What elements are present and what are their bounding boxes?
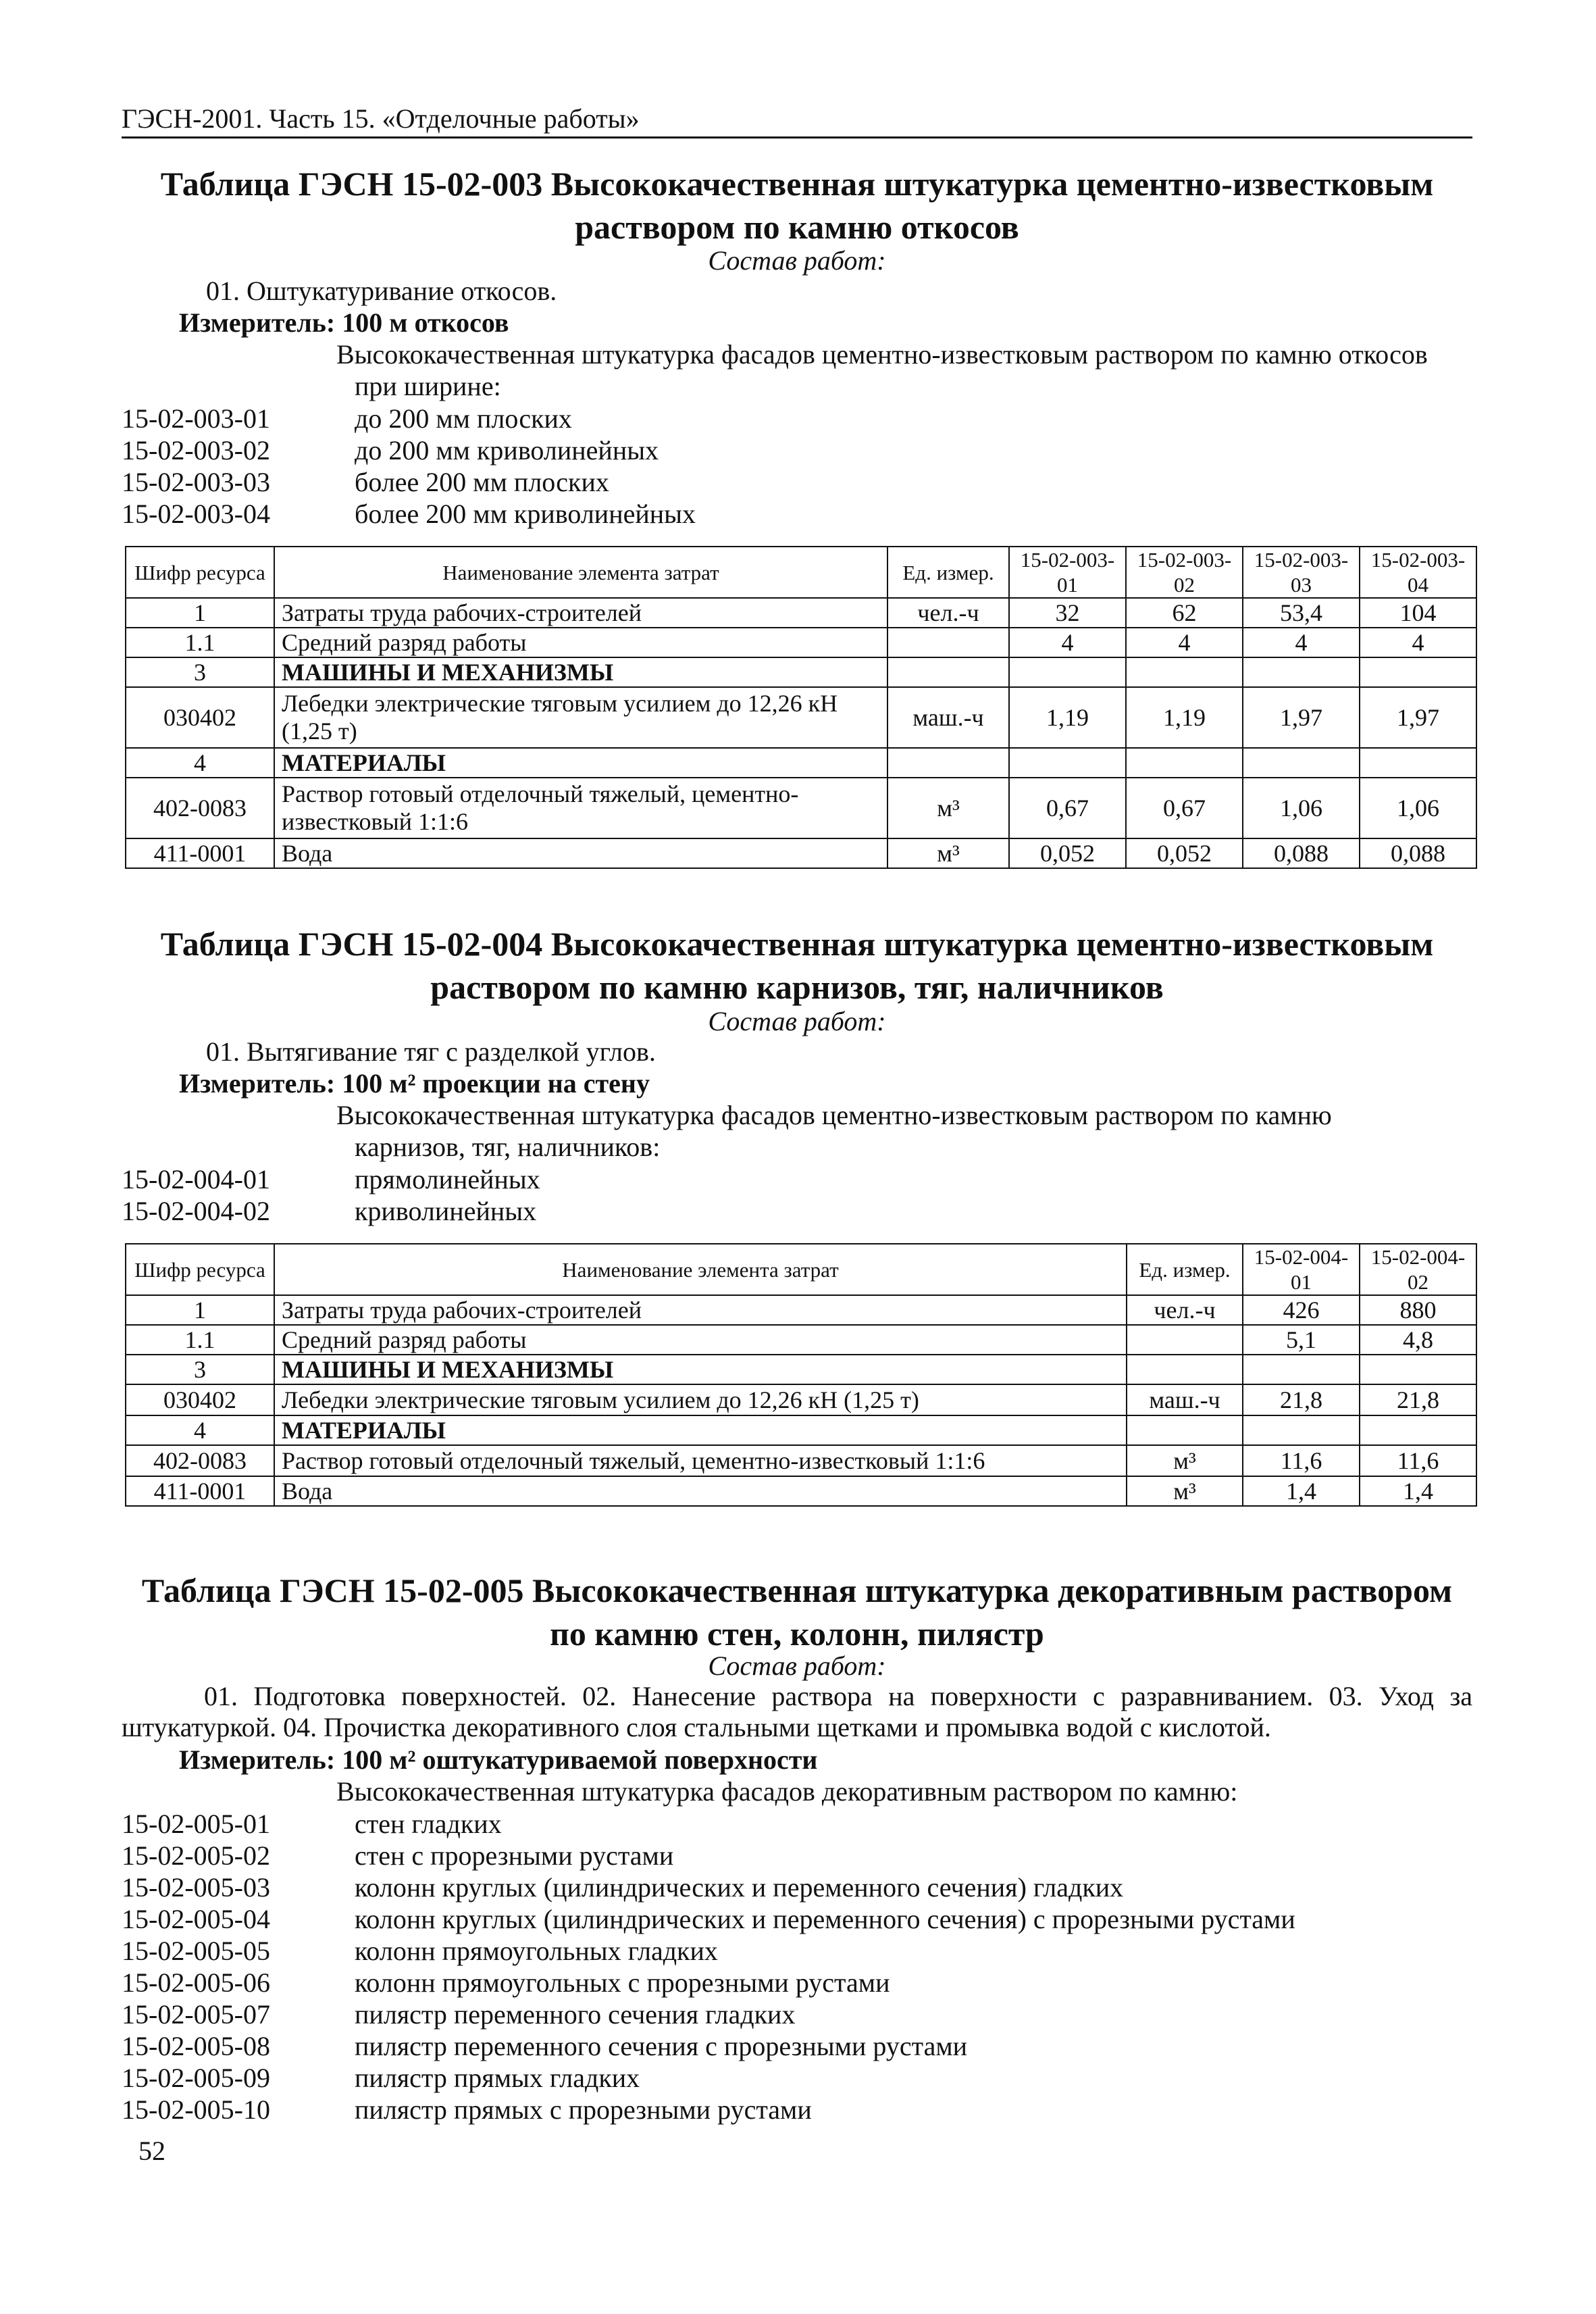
unit: м³ [1127,1445,1243,1476]
value [1243,1355,1360,1384]
unit: м³ [887,838,1009,868]
value: 1,97 [1360,687,1476,748]
norm-code: 15-02-004-01 [122,1164,270,1194]
header-resource-code: Шифр ресурса [126,547,274,598]
norm-code: 15-02-003-04 [122,499,270,529]
norm-code: 15-02-005-08 [122,2031,270,2061]
value [1126,748,1243,778]
table-row [126,687,1476,748]
value: 11,6 [1360,1445,1476,1476]
value [1009,657,1126,687]
norm-code: 15-02-005-06 [122,1967,270,1998]
value [1243,1415,1360,1445]
element-name: Вода [274,838,887,868]
norm-intro: Высококачественная штукатурка фасадов декоративным раствором по камню: [336,1776,1238,1807]
resource-table [125,1243,1477,1507]
value: 880 [1360,1295,1476,1325]
table-title-line: раствором по камню карнизов, тяг, наличников [430,968,1164,1006]
table-row [126,1476,1476,1506]
resource-code: 3 [126,1355,274,1384]
table-title [101,162,1493,249]
value: 5,1 [1243,1325,1360,1355]
element-name: Раствор готовый отделочный тяжелый, цементно-известковый 1:1:6 [274,778,887,838]
work-steps: 01. Оштукатуривание откосов. [206,276,557,306]
table-row [126,628,1476,657]
unit [887,748,1009,778]
value: 1,06 [1360,778,1476,838]
unit [1127,1355,1243,1384]
norm-description: более 200 мм плоских [355,467,609,497]
table-row [126,598,1476,628]
element-name: Лебедки электрические тяговым усилием до 12,26 кН (1,25 т) [274,687,887,748]
norm-description: стен гладких [355,1809,502,1839]
norm-code: 15-02-005-03 [122,1872,270,1903]
value [1126,657,1243,687]
unit [887,657,1009,687]
table-row [126,1295,1476,1325]
value: 0,052 [1009,838,1126,868]
value: 32 [1009,598,1126,628]
work-composition-heading: Состав работ: [708,245,886,276]
value: 426 [1243,1295,1360,1325]
value [1009,748,1126,778]
norm-description: пилястр переменного сечения гладких [355,1999,796,2030]
norm-description: колонн прямоугольных с прорезными рустами [355,1967,890,1998]
unit: чел.-ч [887,598,1009,628]
unit [1127,1415,1243,1445]
unit: маш.-ч [1127,1384,1243,1415]
header-norm-column: 15-02-004-02 [1360,1244,1476,1295]
value: 1,4 [1360,1476,1476,1506]
table-row [126,1325,1476,1355]
value [1243,748,1360,778]
table-row [126,748,1476,778]
value [1360,1355,1476,1384]
norm-code: 15-02-005-07 [122,1999,270,2030]
work-composition-heading: Состав работ: [708,1006,886,1036]
value [1243,657,1360,687]
unit: маш.-ч [887,687,1009,748]
header-element-name: Наименование элемента затрат [274,547,887,598]
value [1360,657,1476,687]
value: 53,4 [1243,598,1360,628]
value [1360,1415,1476,1445]
header-unit: Ед. измер. [887,547,1009,598]
unit: чел.-ч [1127,1295,1243,1325]
value: 0,052 [1126,838,1243,868]
section-heading: МАШИНЫ И МЕХАНИЗМЫ [274,657,887,687]
table-title-line: по камню стен, колонн, пилястр [550,1615,1044,1653]
table-title [101,922,1493,1009]
resource-code: 402-0083 [126,778,274,838]
header-norm-column: 15-02-004-01 [1243,1244,1360,1295]
value: 4 [1243,628,1360,657]
value: 11,6 [1243,1445,1360,1476]
norm-intro: при ширине: [355,371,501,401]
resource-code: 030402 [126,687,274,748]
value: 0,67 [1126,778,1243,838]
element-name: Затраты труда рабочих-строителей [274,1295,1127,1325]
norm-code: 15-02-005-02 [122,1840,270,1871]
norm-description: колонн круглых (цилиндрических и переменного сечения) с прорезными рустами [355,1904,1295,1934]
table-row [126,1415,1476,1445]
norm-intro: карнизов, тяг, наличников: [355,1132,661,1162]
value: 1,97 [1243,687,1360,748]
value: 0,088 [1360,838,1476,868]
header-unit: Ед. измер. [1127,1244,1243,1295]
value: 1,19 [1126,687,1243,748]
value: 4 [1126,628,1243,657]
norm-description: до 200 мм плоских [355,403,572,434]
norm-intro: Высококачественная штукатурка фасадов цементно-известковым раствором по камню [336,1100,1332,1130]
norm-description: пилястр переменного сечения с прорезными рустами [355,2031,968,2061]
norm-code: 15-02-005-01 [122,1809,270,1839]
norm-code: 15-02-005-04 [122,1904,270,1934]
element-name: Средний разряд работы [274,628,887,657]
unit [887,628,1009,657]
norm-code: 15-02-003-02 [122,435,270,466]
value: 62 [1126,598,1243,628]
norm-description: пилястр прямых гладких [355,2063,640,2093]
value: 21,8 [1243,1384,1360,1415]
header-resource-code: Шифр ресурса [126,1244,274,1295]
table-title-line: раствором по камню откосов [575,208,1019,246]
resource-code: 1.1 [126,628,274,657]
header-element-name: Наименование элемента затрат [274,1244,1127,1295]
value: 4 [1360,628,1476,657]
running-header: ГЭСН-2001. Часть 15. «Отделочные работы» [122,103,640,134]
resource-code: 1 [126,598,274,628]
norm-description: стен с прорезными рустами [355,1840,674,1871]
resource-code: 3 [126,657,274,687]
norm-code: 15-02-005-10 [122,2094,270,2125]
norm-code: 15-02-004-02 [122,1196,270,1226]
table-title-line: Таблица ГЭСН 15-02-004 Высококачественная штукатурка цементно-известковым [160,925,1434,963]
table-header-row [126,1244,1476,1295]
norm-code: 15-02-003-01 [122,403,270,434]
value: 21,8 [1360,1384,1476,1415]
unit: м³ [887,778,1009,838]
measurement-unit: Измеритель: 100 м откосов [179,307,509,338]
resource-table [125,546,1477,869]
norm-description: до 200 мм криволинейных [355,435,659,466]
section-heading: МАШИНЫ И МЕХАНИЗМЫ [274,1355,1127,1384]
table-row [126,1384,1476,1415]
resource-code: 1.1 [126,1325,274,1355]
table-title [101,1569,1493,1655]
norm-code: 15-02-005-09 [122,2063,270,2093]
measurement-unit: Измеритель: 100 м² проекции на стену [179,1068,650,1099]
header-norm-column: 15-02-003-02 [1126,547,1243,598]
table-row [126,1355,1476,1384]
resource-code: 4 [126,1415,274,1445]
norm-description: прямолинейных [355,1164,540,1194]
table-row [126,838,1476,868]
element-name: Средний разряд работы [274,1325,1127,1355]
norm-code: 15-02-003-03 [122,467,270,497]
section-heading: МАТЕРИАЛЫ [274,1415,1127,1445]
norm-description: криволинейных [355,1196,537,1226]
work-steps: 01. Подготовка поверхностей. 02. Нанесение раствора на поверхности с разравниванием. 03. Уход за штукатуркой. 04. Прочистка декоративного слоя стальными щетками и промывка водой с кислотой. [122,1681,1472,1742]
norm-code: 15-02-005-05 [122,1936,270,1966]
resource-code: 402-0083 [126,1445,274,1476]
value: 0,088 [1243,838,1360,868]
table-title-line: Таблица ГЭСН 15-02-005 Высококачественная штукатурка декоративным раствором [141,1571,1453,1609]
unit: м³ [1127,1476,1243,1506]
header-rule [122,136,1472,139]
value: 4,8 [1360,1325,1476,1355]
page-number: 52 [138,2136,165,2166]
norm-description: колонн прямоугольных гладких [355,1936,718,1966]
norm-description: колонн круглых (цилиндрических и переменного сечения) гладких [355,1872,1124,1903]
norm-description: более 200 мм криволинейных [355,499,696,529]
value [1360,748,1476,778]
element-name: Лебедки электрические тяговым усилием до 12,26 кН (1,25 т) [274,1384,1127,1415]
table-title-line: Таблица ГЭСН 15-02-003 Высококачественная штукатурка цементно-известковым [160,165,1434,203]
element-name: Вода [274,1476,1127,1506]
element-name: Затраты труда рабочих-строителей [274,598,887,628]
work-composition-heading: Состав работ: [708,1651,886,1681]
value: 104 [1360,598,1476,628]
norm-description: пилястр прямых с прорезными рустами [355,2094,812,2125]
norm-intro: Высококачественная штукатурка фасадов цементно-известковым раствором по камню откосов [336,339,1428,370]
value: 1,06 [1243,778,1360,838]
measurement-unit: Измеритель: 100 м² оштукатуриваемой поверхности [179,1744,818,1775]
table-row [126,1445,1476,1476]
header-norm-column: 15-02-003-04 [1360,547,1476,598]
work-steps: 01. Вытягивание тяг с разделкой углов. [206,1036,656,1067]
resource-code: 411-0001 [126,838,274,868]
value: 1,4 [1243,1476,1360,1506]
value: 0,67 [1009,778,1126,838]
unit [1127,1325,1243,1355]
section-heading: МАТЕРИАЛЫ [274,748,887,778]
resource-code: 1 [126,1295,274,1325]
resource-code: 411-0001 [126,1476,274,1506]
table-header-row [126,547,1476,598]
header-norm-column: 15-02-003-01 [1009,547,1126,598]
header-norm-column: 15-02-003-03 [1243,547,1360,598]
value: 1,19 [1009,687,1126,748]
resource-code: 030402 [126,1384,274,1415]
table-row [126,778,1476,838]
element-name: Раствор готовый отделочный тяжелый, цементно-известковый 1:1:6 [274,1445,1127,1476]
resource-code: 4 [126,748,274,778]
table-row [126,657,1476,687]
value: 4 [1009,628,1126,657]
